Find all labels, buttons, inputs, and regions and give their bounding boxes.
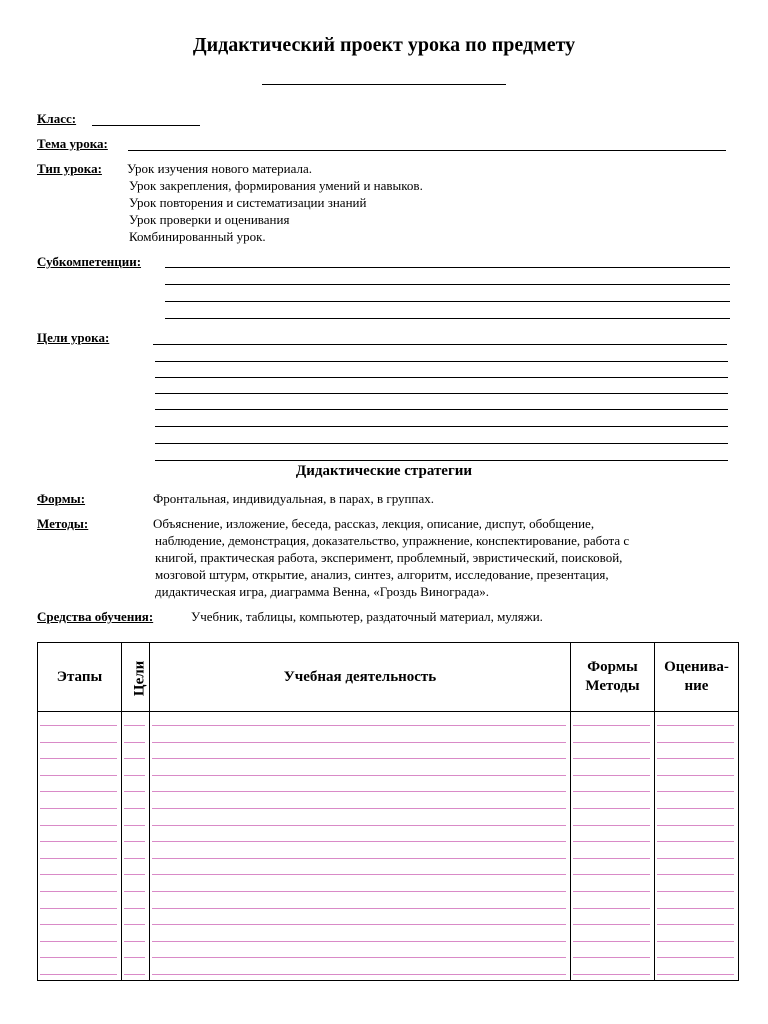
ruled-line	[657, 825, 734, 826]
topic-label: Тема урока:	[37, 136, 108, 151]
ruled-line	[124, 825, 145, 826]
ruled-line	[124, 808, 145, 809]
methods-line: наблюдение, демонстрация, доказательство, упражнение, конспектирование, работа с	[155, 533, 630, 548]
ruled-line	[124, 941, 145, 942]
ruled-line	[573, 941, 650, 942]
subcompetencies-blank	[165, 284, 730, 285]
ruled-line	[657, 742, 734, 743]
header-stages: Этапы	[38, 643, 122, 712]
goals-blank	[155, 393, 728, 394]
header-goals	[122, 643, 150, 712]
ruled-lines	[571, 712, 654, 980]
ruled-line	[657, 808, 734, 809]
ruled-lines	[150, 712, 570, 980]
goals-blank	[155, 460, 728, 461]
ruled-line	[40, 957, 117, 958]
subcompetencies-blank	[165, 301, 730, 302]
cell-forms-methods[interactable]	[571, 712, 655, 981]
subject-blank-line	[262, 84, 506, 85]
ruled-line	[657, 841, 734, 842]
type-label: Тип урока:	[37, 161, 102, 176]
ruled-line	[124, 775, 145, 776]
ruled-line	[152, 924, 566, 925]
ruled-lines	[122, 712, 149, 980]
goals-label: Цели урока:	[37, 330, 110, 345]
ruled-line	[573, 808, 650, 809]
ruled-line	[573, 791, 650, 792]
ruled-line	[573, 758, 650, 759]
methods-line: Объяснение, изложение, беседа, рассказ, лекция, описание, диспут, обобщение,	[153, 516, 595, 531]
ruled-line	[40, 841, 117, 842]
ruled-line	[573, 825, 650, 826]
ruled-line	[152, 808, 566, 809]
ruled-line	[657, 941, 734, 942]
methods-line: мозговой штурм, открытие, анализ, синтез, алгоритм, исследование, презентация,	[155, 567, 609, 582]
header-assessment	[655, 643, 739, 712]
goals-blank	[153, 344, 727, 345]
ruled-line	[40, 974, 117, 975]
goals-blank	[155, 443, 728, 444]
ruled-line	[657, 924, 734, 925]
ruled-line	[40, 808, 117, 809]
ruled-line	[40, 825, 117, 826]
ruled-line	[657, 775, 734, 776]
ruled-line	[573, 858, 650, 859]
ruled-line	[124, 841, 145, 842]
header-assessment-line2: ние	[684, 678, 709, 694]
ruled-line	[40, 791, 117, 792]
goals-blank	[155, 361, 728, 362]
ruled-line	[124, 725, 145, 726]
ruled-line	[124, 742, 145, 743]
header-forms-methods	[571, 643, 655, 712]
ruled-line	[152, 758, 566, 759]
cell-stages[interactable]	[38, 712, 122, 981]
ruled-line	[124, 924, 145, 925]
ruled-line	[40, 858, 117, 859]
ruled-line	[124, 791, 145, 792]
ruled-line	[152, 957, 566, 958]
ruled-line	[40, 924, 117, 925]
ruled-line	[152, 874, 566, 875]
ruled-line	[573, 908, 650, 909]
ruled-line	[657, 974, 734, 975]
ruled-line	[573, 742, 650, 743]
ruled-line	[40, 908, 117, 909]
lesson-type-item: Комбинированный урок.	[129, 229, 266, 244]
cell-assessment[interactable]	[655, 712, 739, 981]
ruled-line	[657, 908, 734, 909]
header-forms-line: Формы	[587, 659, 638, 676]
ruled-line	[573, 957, 650, 958]
table-row	[38, 712, 739, 981]
ruled-line	[152, 742, 566, 743]
ruled-line	[124, 908, 145, 909]
forms-label: Формы:	[37, 491, 86, 506]
cell-activity[interactable]	[150, 712, 571, 981]
ruled-line	[124, 758, 145, 759]
ruled-line	[40, 725, 117, 726]
ruled-line	[657, 858, 734, 859]
topic-blank	[128, 150, 726, 151]
ruled-line	[152, 725, 566, 726]
ruled-line	[657, 891, 734, 892]
lesson-type-item: Урок закрепления, формирования умений и навыков.	[129, 178, 423, 193]
ruled-line	[152, 891, 566, 892]
ruled-line	[124, 957, 145, 958]
header-assessment-line1: Оценива-	[664, 659, 729, 676]
goals-blank	[155, 426, 728, 427]
ruled-line	[152, 775, 566, 776]
methods-line: книгой, практическая работа, эксперимент, проблемный, эвристический, поисковой,	[155, 550, 623, 565]
means-label: Средства обучения:	[37, 609, 154, 624]
ruled-line	[657, 957, 734, 958]
ruled-lines	[655, 712, 738, 980]
methods-line: дидактическая игра, диаграмма Венна, «Гроздь Винограда».	[155, 584, 489, 599]
ruled-line	[152, 941, 566, 942]
ruled-lines	[38, 712, 121, 980]
ruled-line	[657, 874, 734, 875]
subcompetencies-label: Субкомпетенции:	[37, 254, 142, 269]
ruled-line	[573, 974, 650, 975]
document-title: Дидактический проект урока по предмету	[192, 34, 576, 56]
ruled-line	[124, 891, 145, 892]
ruled-line	[40, 891, 117, 892]
ruled-line	[40, 941, 117, 942]
ruled-line	[40, 874, 117, 875]
goals-blank	[155, 409, 728, 410]
ruled-line	[124, 858, 145, 859]
means-text: Учебник, таблицы, компьютер, раздаточный материал, муляжи.	[191, 609, 543, 624]
subcompetencies-blank	[165, 267, 730, 268]
ruled-line	[40, 758, 117, 759]
ruled-line	[573, 874, 650, 875]
ruled-line	[657, 725, 734, 726]
ruled-line	[124, 874, 145, 875]
methods-label: Методы:	[37, 516, 89, 531]
ruled-line	[657, 791, 734, 792]
cell-goals[interactable]	[122, 712, 150, 981]
lesson-type-item: Урок изучения нового материала.	[127, 161, 313, 176]
strategies-title: Дидактические стратегии	[295, 463, 473, 479]
header-activity: Учебная деятельность	[150, 643, 571, 712]
ruled-line	[40, 775, 117, 776]
ruled-line	[573, 891, 650, 892]
ruled-line	[152, 791, 566, 792]
ruled-line	[573, 775, 650, 776]
lesson-type-item: Урок повторения и систематизации знаний	[129, 195, 367, 210]
ruled-line	[573, 841, 650, 842]
ruled-line	[657, 758, 734, 759]
class-blank	[92, 125, 200, 126]
ruled-line	[152, 841, 566, 842]
ruled-line	[124, 974, 145, 975]
ruled-line	[573, 725, 650, 726]
header-goals-label: Цели	[130, 660, 147, 697]
ruled-line	[152, 825, 566, 826]
table-header-row	[38, 643, 739, 712]
ruled-line	[152, 908, 566, 909]
header-methods-line: Методы	[585, 678, 640, 694]
goals-blank	[155, 377, 728, 378]
ruled-line	[152, 858, 566, 859]
forms-text: Фронтальная, индивидуальная, в парах, в группах.	[153, 491, 434, 506]
lesson-plan-table	[37, 642, 739, 981]
class-label: Класс:	[37, 111, 77, 126]
ruled-line	[152, 974, 566, 975]
ruled-line	[40, 742, 117, 743]
ruled-line	[573, 924, 650, 925]
lesson-type-item: Урок проверки и оценивания	[129, 212, 290, 227]
subcompetencies-blank	[165, 318, 730, 319]
